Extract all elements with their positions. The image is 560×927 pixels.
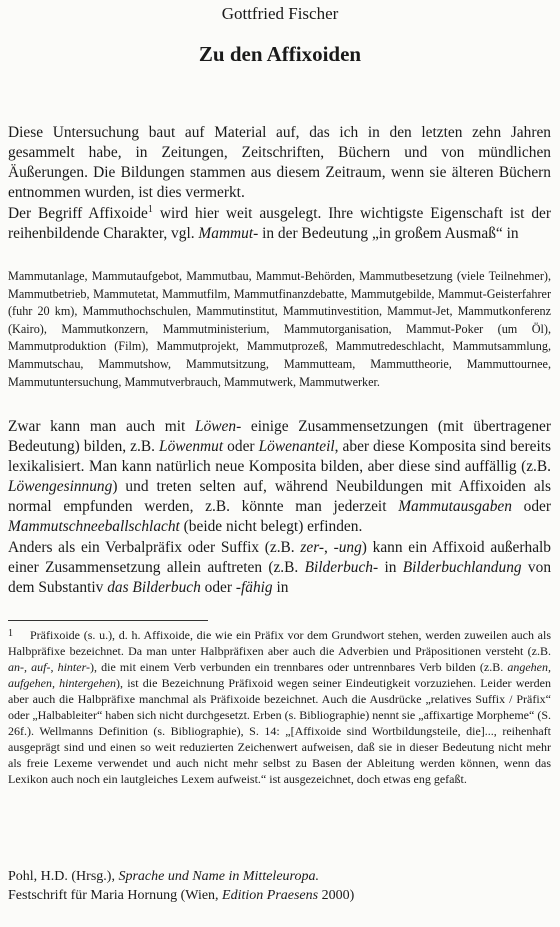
paragraph-intro: Diese Untersuchung baut auf Material auf, das ich in den letzten zehn Jahren gesammelt habe, in Zeitungen, Zeitschriften, Büchern und von mündlichen Äußerungen. Die Bildungen stammen aus diesem Zeitraum, wenn sie älteren Büchern entnommen wurden, ist dies vermerkt. — [8, 124, 551, 201]
paragraph-definition: Der Begriff Affixoide$^1$ wird hier weit ausgelegt. Ihre wichtigste Eigenschaft ist der reihenbildende Charakter, vgl. Mammut- in der Bedeutung „in großem Ausmaß“ in — [8, 203, 551, 242]
paragraph-verbalpraefix: Anders als ein Verbalpräfix oder Suffix (z.B. zer-, -ung) kann ein Affixoid außerhalb einer Zusammensetzung allein auftreten (z.B. Bilderbuch- in Bilderbuchlandung von dem Substantiv das Bilderbuch oder -fähig in — [8, 539, 552, 596]
paragraph-loewen: Zwar kann man auch mit Löwen- einige Zusammensetzungen (mit übertragener Bedeutung) bilden, z.B. Löwenmut oder Löwenanteil, aber diese Komposita sind bereits lexikalisiert. Man kann natürlich neue Komposita bilden, aber diese sind auffällig (z.B. Löwengesinnung) und treten selten auf, während Neubildungen mit Affixoiden als normal empfunden werden, z.B. könnte man jederzeit Mammutausgaben oder Mammutschneeballschlacht (beide nicht belegt) erfinden. — [8, 418, 552, 535]
source-citation-line-1: Pohl, H.D. (Hrsg.), Sprache und Name in Mitteleuropa. — [8, 869, 319, 884]
footnote-ref[interactable]: 1 — [147, 203, 153, 215]
source-citation-line-2: Festschrift für Maria Hornung (Wien, Edition Praesens 2000) — [8, 888, 355, 903]
author-name: Gottfried Fischer — [221, 4, 339, 23]
footnote-text: Präfixoide (s. u.), d. h. Affixoide, die wie ein Präfix vor dem Grundwort stehen, werden zuweilen auch als Halbpräfixe bezeichnet. Da man unter Halbpräfixen aber auch die Adverbien und Präpositionen versteht (z.B. an-, auf-, hinter-), die mit einem Verb verbunden ein trennbares oder untrennbares Verb bilden (z.B. angehen, aufgehen, hintergehen), ist die Bezeichnung Präfixoid wegen seiner Eindeutigkeit vorzuziehen. Leider werden aber auch die Halbpräfixe manchmal als Präfixoide bezeichnet. Auch die Ausdrücke „relatives Suffix / Präfix“ oder „Halbableiter“ haben sich nicht durchgesetzt. Erben (s. Bibliographie) nennt sie „affixartige Morpheme“ (S. 26f.). Wellmanns Definition (s. Bibliographie), S. 14: „[Affixoide sind Wortbildungsteile, die]..., reihenhaft ausgeprägt sind und einen so weit reduzierten Zeichenwert aufweisen, daß sie in dieser Bedeutung nicht mehr als freie Lexeme verwendet und auch nicht mehr selbst zu Basen der Ableitung werden können, wenn das Lexikon auch noch ein lautgleiches Lexem aufweist.“ ist ausgezeichnet, doch etwas eng gefaßt. — [8, 628, 552, 786]
mammut-example-list: Mammutanlage, Mammutaufgebot, Mammutbau, Mammut-Behörden, Mammutbesetzung (viele Teilnehmer), Mammutbetrieb, Mammutetat, Mammutfilm, Mammutfinanzdebatte, Mammutgebilde, Mammut-Geisterfahrer (fuhr 20 km), Mammuthochschulen, Mammutinstitut, Mammutinvestition, Mammut-Jet, Mammutkonferenz (Kairo), Mammutkonzern, Mammutministerium, Mammutorganisation, Mammut-Poker (um Öl), Mammutproduktion (Film), Mammutprojekt, Mammutprozeß, Mammutredeschlacht, Mammutsammlung, Mammutschau, Mammutshow, Mammutsitzung, Mammutteam, Mammuttheorie, Mammuttournee, Mammutuntersuchung, Mammutverbrauch, Mammutwerk, Mammutwerker. — [8, 269, 551, 389]
article-title: Zu den Affixoiden — [198, 42, 362, 66]
footnote-number: 1 — [8, 628, 13, 639]
footnote-divider — [8, 620, 208, 621]
